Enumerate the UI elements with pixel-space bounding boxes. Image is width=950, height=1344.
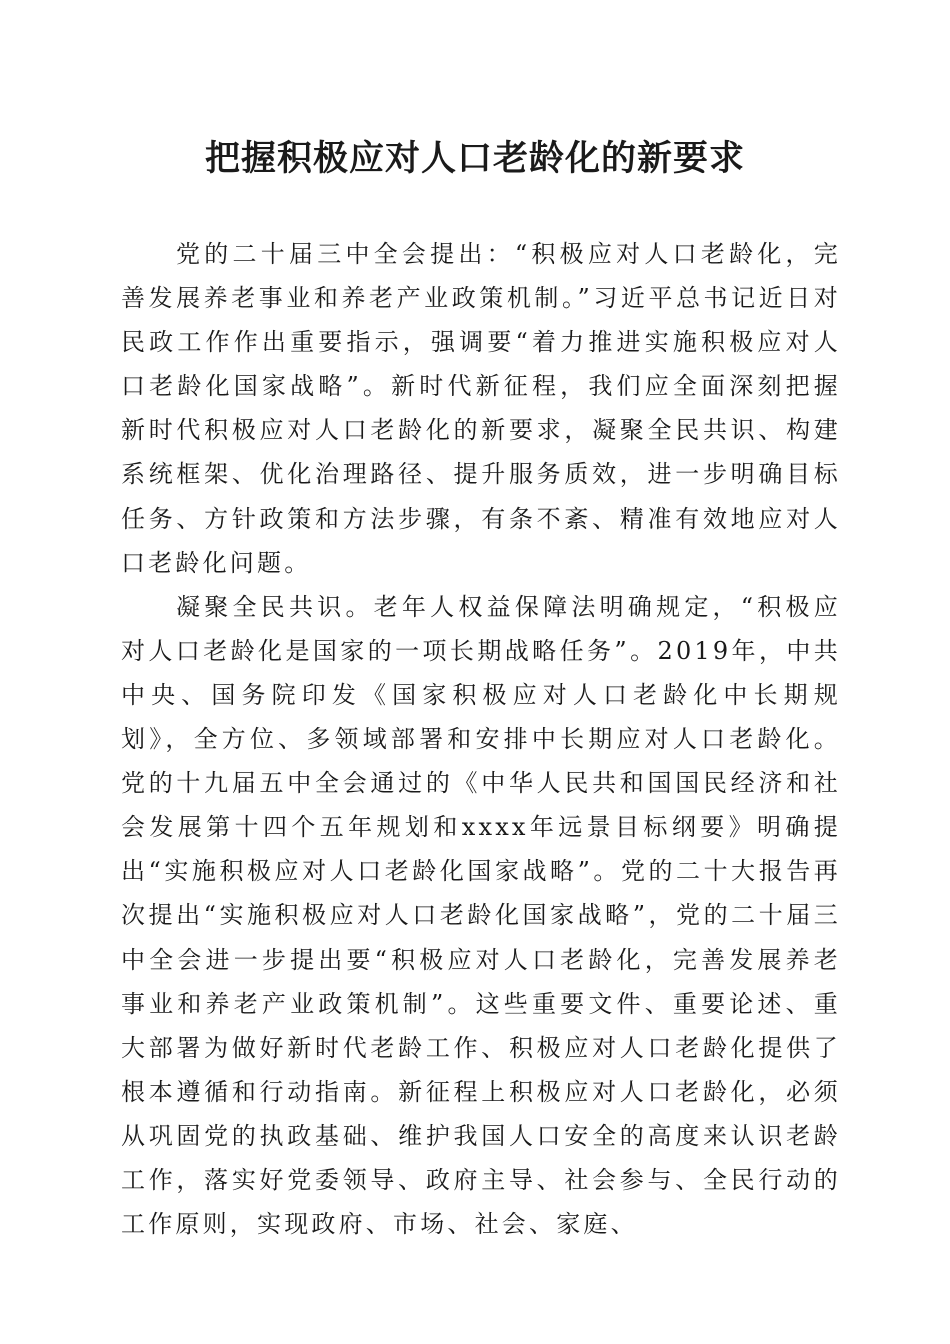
document-title: 把握积极应对人口老龄化的新要求 xyxy=(204,138,745,179)
document-body xyxy=(121,232,841,1246)
paragraph-consensus: 凝聚全民共识。老年人权益保障法明确规定，“积极应对人口老龄化是国家的一项长期战略任务”。2019年，中共中央、国务院印发《国家积极应对人口老龄化中长期规划》，全方位、多领域部署和安排中长期应对人口老龄化。党的十九届五中全会通过的《中华人民共和国国民经济和社会发展第十四个五年规划和xxxx年远景目标纲要》明确提出“实施积极应对人口老龄化国家战略”。党的二十大报告再次提出“实施积极应对人口老龄化国家战略”，党的二十届三中全会进一步提出要“积极应对人口老龄化，完善发展养老事业和养老产业政策机制”。这些重要文件、重要论述、重大部署为做好新时代老龄工作、积极应对人口老龄化提供了根本遵循和行动指南。新征程上积极应对人口老龄化，必须从巩固党的执政基础、维护我国人口安全的高度来认识老龄工作，落实好党委领导、政府主导、社会参与、全民行动的工作原则，实现政府、市场、社会、家庭、 xyxy=(121,592,841,1239)
paragraph-intro: 党的二十届三中全会提出：“积极应对人口老龄化，完善发展养老事业和养老产业政策机制。”习近平总书记近日对民政工作作出重要指示，强调要“着力推进实施积极应对人口老龄化国家战略”。新时代新征程，我们应全面深刻把握新时代积极应对人口老龄化的新要求，凝聚全民共识、构建系统框架、优化治理路径、提升服务质效，进一步明确目标任务、方针政策和方法步骤，有条不紊、精准有效地应对人口老龄化问题。 xyxy=(121,240,841,577)
